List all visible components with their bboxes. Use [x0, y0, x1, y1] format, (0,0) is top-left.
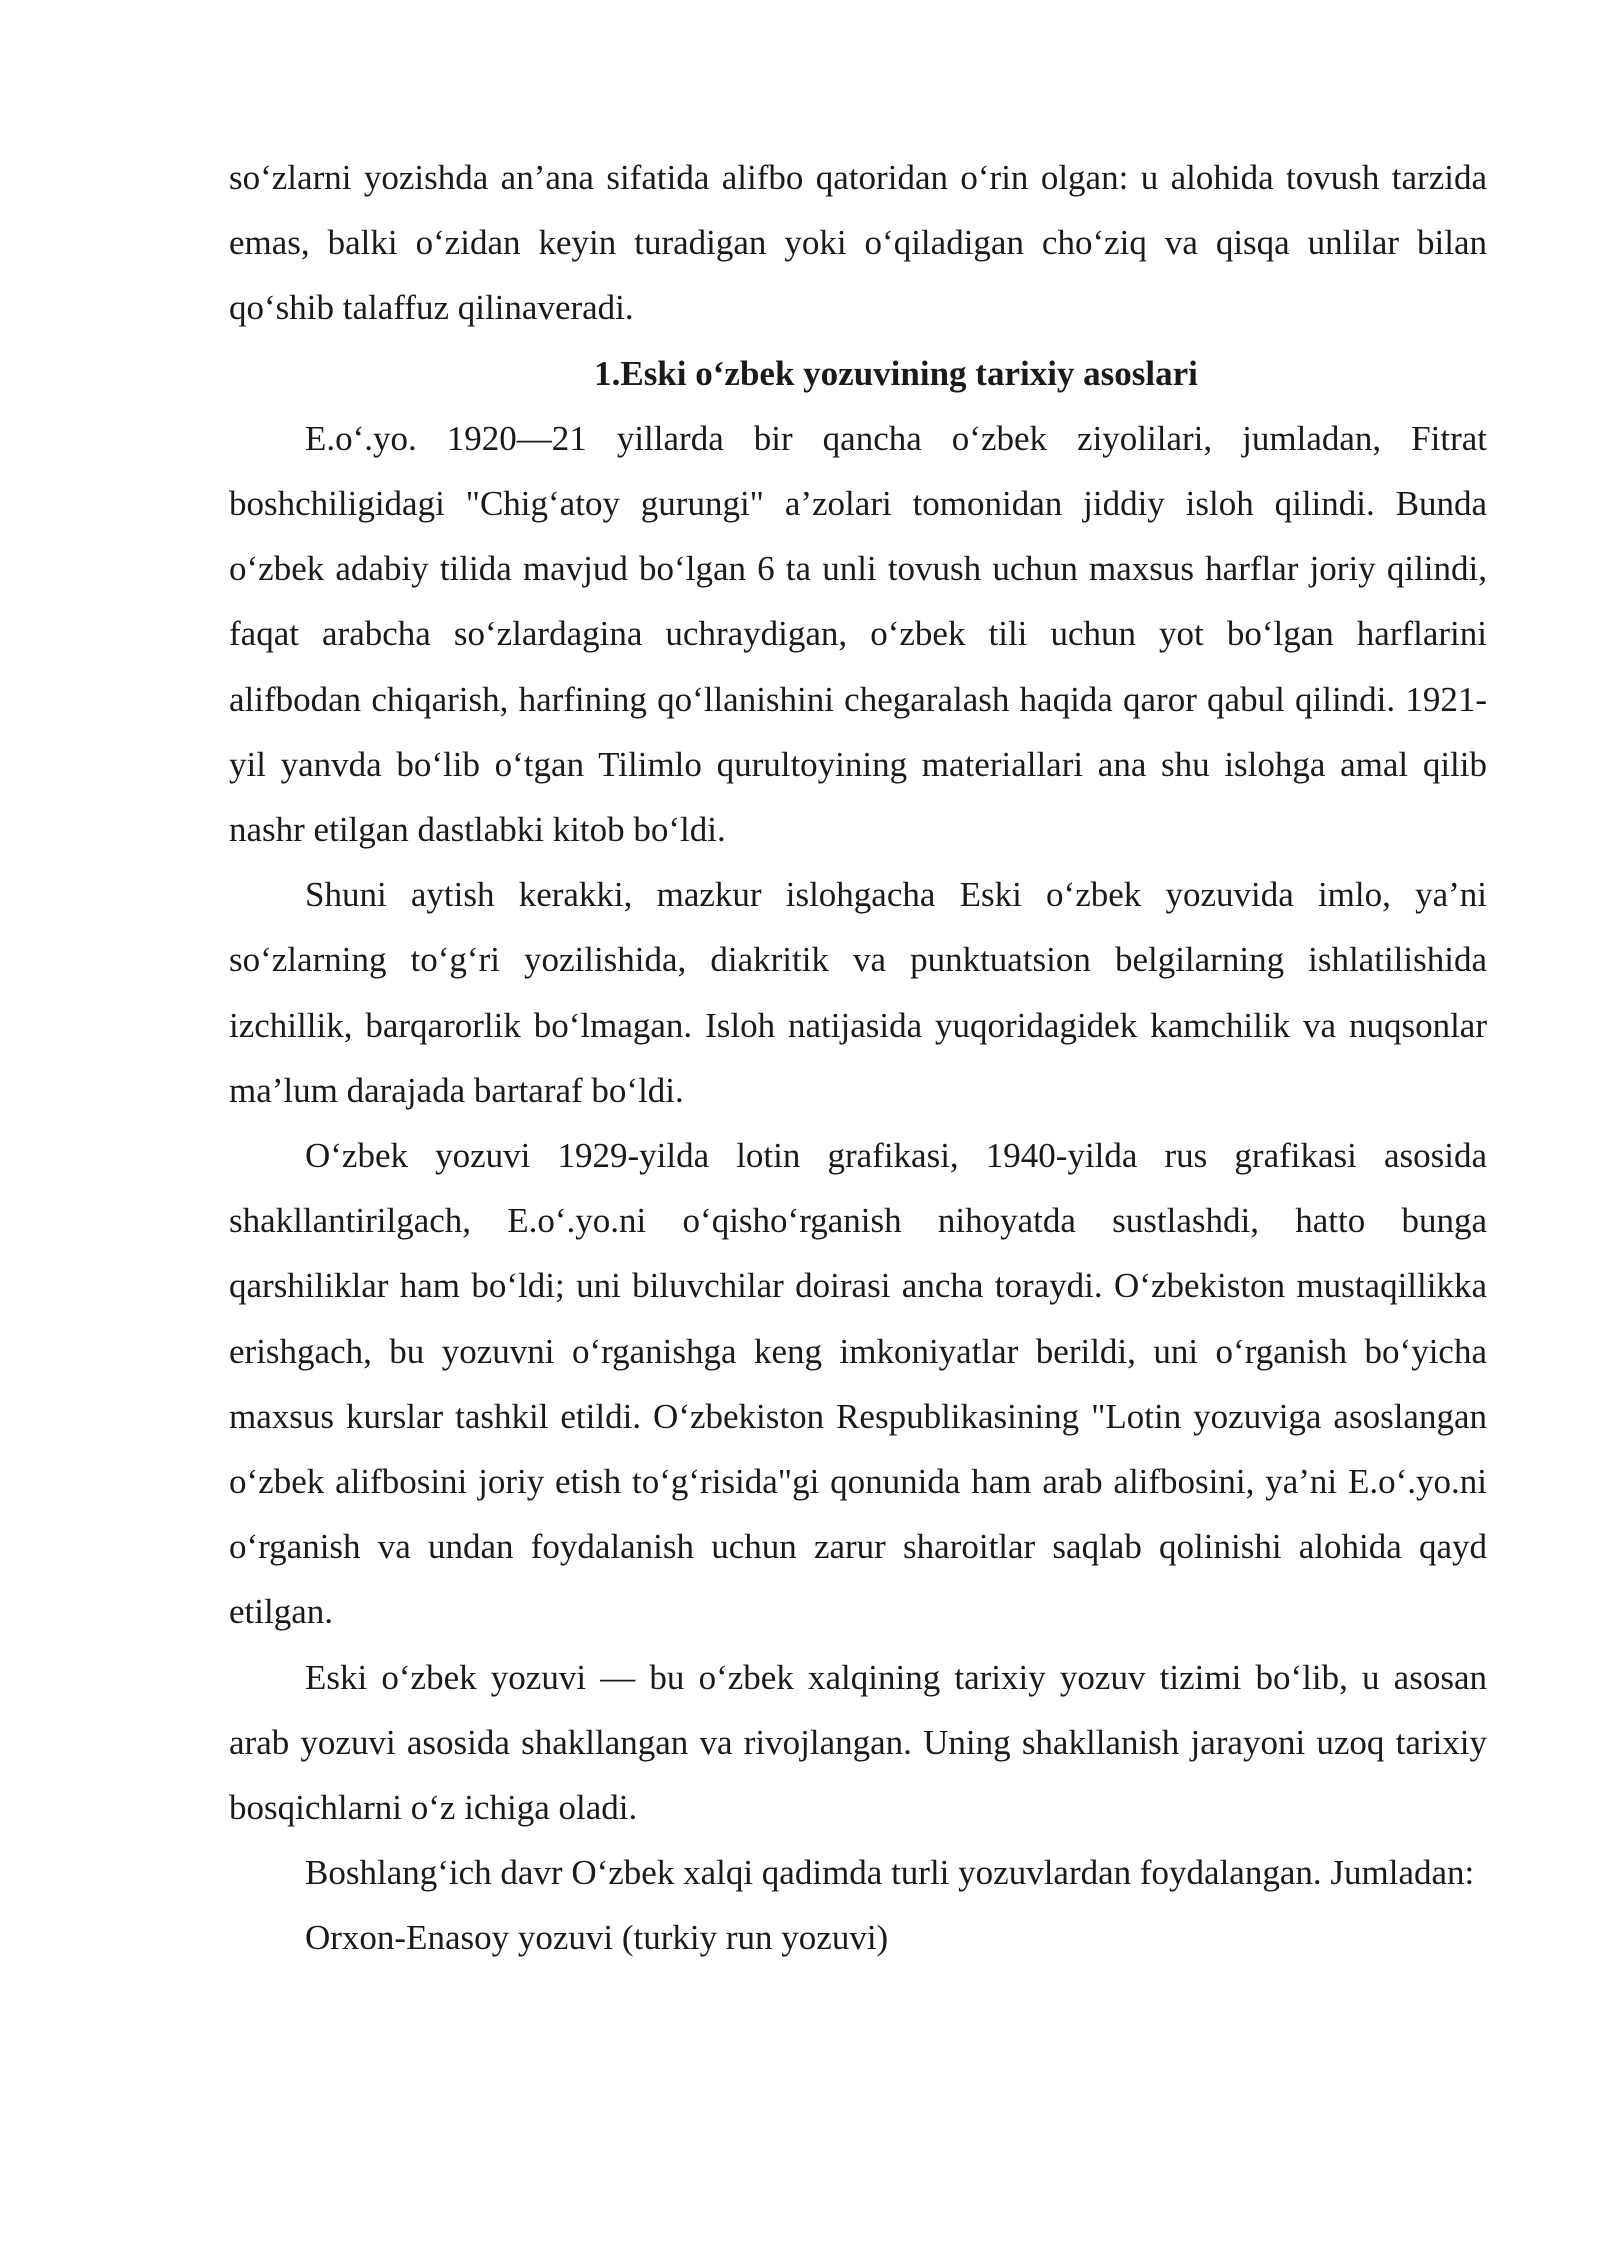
paragraph-definition: Eski o‘zbek yozuvi — bu o‘zbek xalqining tarixiy yozuv tizimi bo‘lib, u asosan arab yozuvi asosida shakllangan va rivojlangan. Uning shakllanish jarayoni uzoq tarixiy bosqichlarni o‘z ichiga oladi.: [229, 1657, 1487, 1828]
paragraph-orthography: Shuni aytish kerakki, mazkur islohgacha Eski o‘zbek yozuvida imlo, ya’ni so‘zlarning to‘g‘ri yozilishida, diakritik va punktuatsion belgilarning ishlatilishida izchillik, barqarorlik bo‘lmagan. Isloh natijasida yuqoridagidek kamchilik va nuqsonlar ma’lum darajada bartaraf bo‘ldi.: [229, 875, 1487, 1110]
section-heading: 1.Eski o‘zbek yozuvining tarixiy asoslari: [594, 353, 1198, 393]
paragraph-reform-1920: E.o‘.yo. 1920—21 yillarda bir qancha o‘zbek ziyolilari, jumladan, Fitrat boshchiligidagi "Chig‘atoy gurungi" a’zolari tomonidan jiddiy isloh qilindi. Bunda o‘zbek adabiy tilida mavjud bo‘lgan 6 ta unli tovush uchun maxsus harflar joriy qilindi, faqat arabcha so‘zlardagina uchraydigan, o‘zbek tili uchun yot bo‘lgan harflarini alifbodan chiqarish, harfining qo‘llanishini chegaralash haqida qaror qabul qilindi. 1921-yil yanvda bo‘lib o‘tgan Tilimlo qurultoyining materiallari ana shu islohga amal qilib nashr etilgan dastlabki kitob bo‘ldi.: [229, 418, 1487, 850]
document-body: [229, 145, 1487, 1971]
paragraph-continuation: so‘zlarni yozishda an’ana sifatida alifbo qatoridan o‘rin olgan: u alohida tovush tarzida emas, balki o‘zidan keyin turadigan yoki o‘qiladigan cho‘ziq va qisqa unlilar bilan qo‘shib talaffuz qilinaveradi.: [229, 158, 1487, 328]
paragraph-orkhon-yenisei: Orxon-Enasoy yozuvi (turkiy run yozuvi): [305, 1918, 889, 1958]
paragraph-early-period: Boshlang‘ich davr O‘zbek xalqi qadimda turli yozuvlardan foydalangan. Jumladan:: [305, 1853, 1475, 1893]
paragraph-latin-russian: O‘zbek yozuvi 1929-yilda lotin grafikasi, 1940-yilda rus grafikasi asosida shakllantirilgach, E.o‘.yo.ni o‘qisho‘rganish nihoyatda sustlashdi, hatto bunga qarshiliklar ham bo‘ldi; uni biluvchilar doirasi ancha toraydi. O‘zbekiston mustaqillikka erishgach, bu yozuvni o‘rganishga keng imkoniyatlar berildi, uni o‘rganish bo‘yicha maxsus kurslar tashkil etildi. O‘zbekiston Respublikasining "Lotin yozuviga asoslangan o‘zbek alifbosini joriy etish to‘g‘risida"gi qonunida ham arab alifbosini, ya’ni E.o‘.yo.ni o‘rganish va undan foydalanish uchun zarur sharoitlar saqlab qolinishi alohida qayd etilgan.: [229, 1136, 1487, 1632]
